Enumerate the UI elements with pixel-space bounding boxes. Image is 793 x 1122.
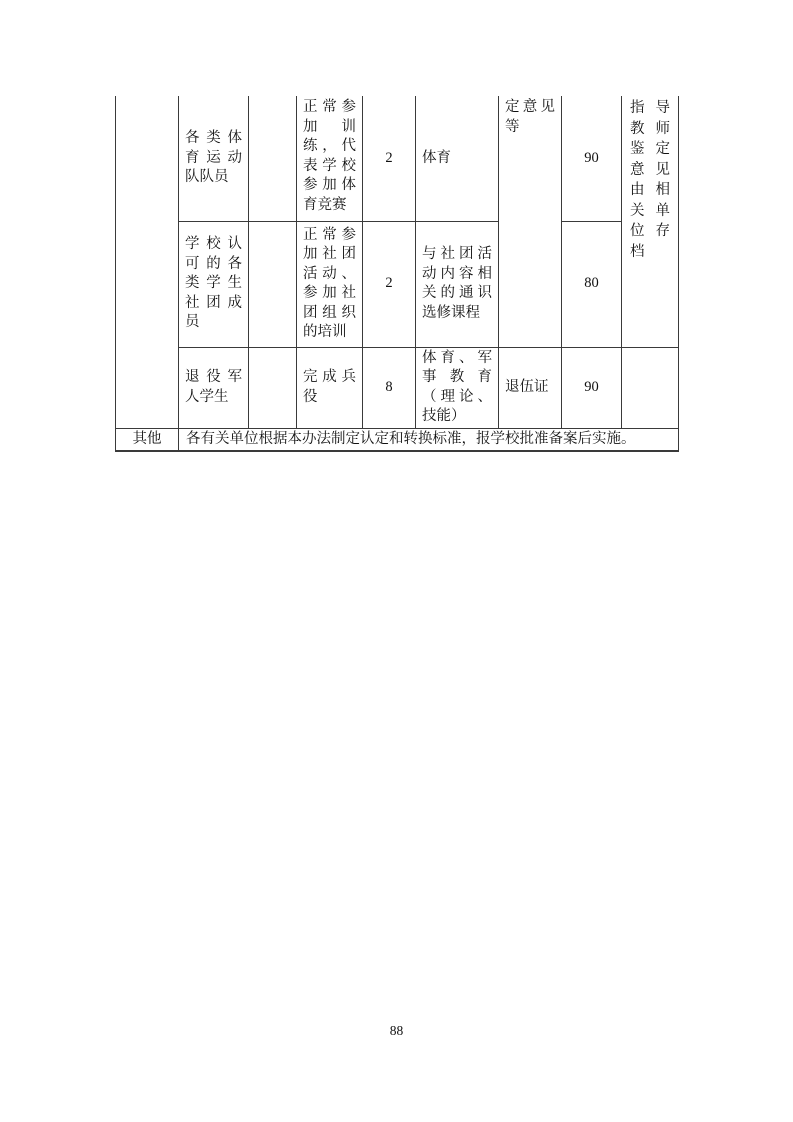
cell-materials-continued: 定意见等 (499, 96, 562, 347)
cell-credits-sports-team: 2 (363, 96, 416, 221)
cell-category-sports-team: 各类体育运动队队员 (179, 96, 249, 221)
cell-requirement-veteran: 完成兵役 (297, 347, 363, 428)
cell-credits-student-club: 2 (363, 221, 416, 347)
cell-other-label: 其他 (116, 428, 179, 451)
cell-credits-veteran: 8 (363, 347, 416, 428)
cell-empty-r1 (249, 96, 297, 221)
cell-archive-note: 指导教师鉴定意见由相关单位存档 (622, 96, 679, 347)
cell-course-sports-team: 体育 (416, 96, 499, 221)
cell-score-sports-team: 90 (562, 96, 622, 221)
cell-archive-empty (622, 347, 679, 428)
table-row-other (116, 428, 679, 451)
cell-score-veteran: 90 (562, 347, 622, 428)
cell-other-content: 各有关单位根据本办法制定认定和转换标准，报学校批准备案后实施。 (179, 428, 679, 451)
cell-category-veteran: 退役军人学生 (179, 347, 249, 428)
cell-empty-r2 (249, 221, 297, 347)
table-row (116, 96, 679, 221)
cell-course-veteran: 体育、军事教育（理论、技能） (416, 347, 499, 428)
cell-course-student-club: 与社团活动内容相关的通识选修课程 (416, 221, 499, 347)
table-row (116, 221, 679, 347)
page-number: 88 (389, 1023, 404, 1038)
table-row (116, 347, 679, 428)
cell-materials-veteran: 退伍证 (499, 347, 562, 428)
cell-category-group-empty (116, 96, 179, 428)
credit-conversion-table (115, 96, 679, 452)
cell-score-student-club: 80 (562, 221, 622, 347)
cell-requirement-sports-team: 正常参加训练，代表学校参加体育竞赛 (297, 96, 363, 221)
cell-category-student-club: 学校认可的各类学生社团成员 (179, 221, 249, 347)
cell-requirement-student-club: 正常参加社团活动、参加社团组织的培训 (297, 221, 363, 347)
cell-empty-r3 (249, 347, 297, 428)
